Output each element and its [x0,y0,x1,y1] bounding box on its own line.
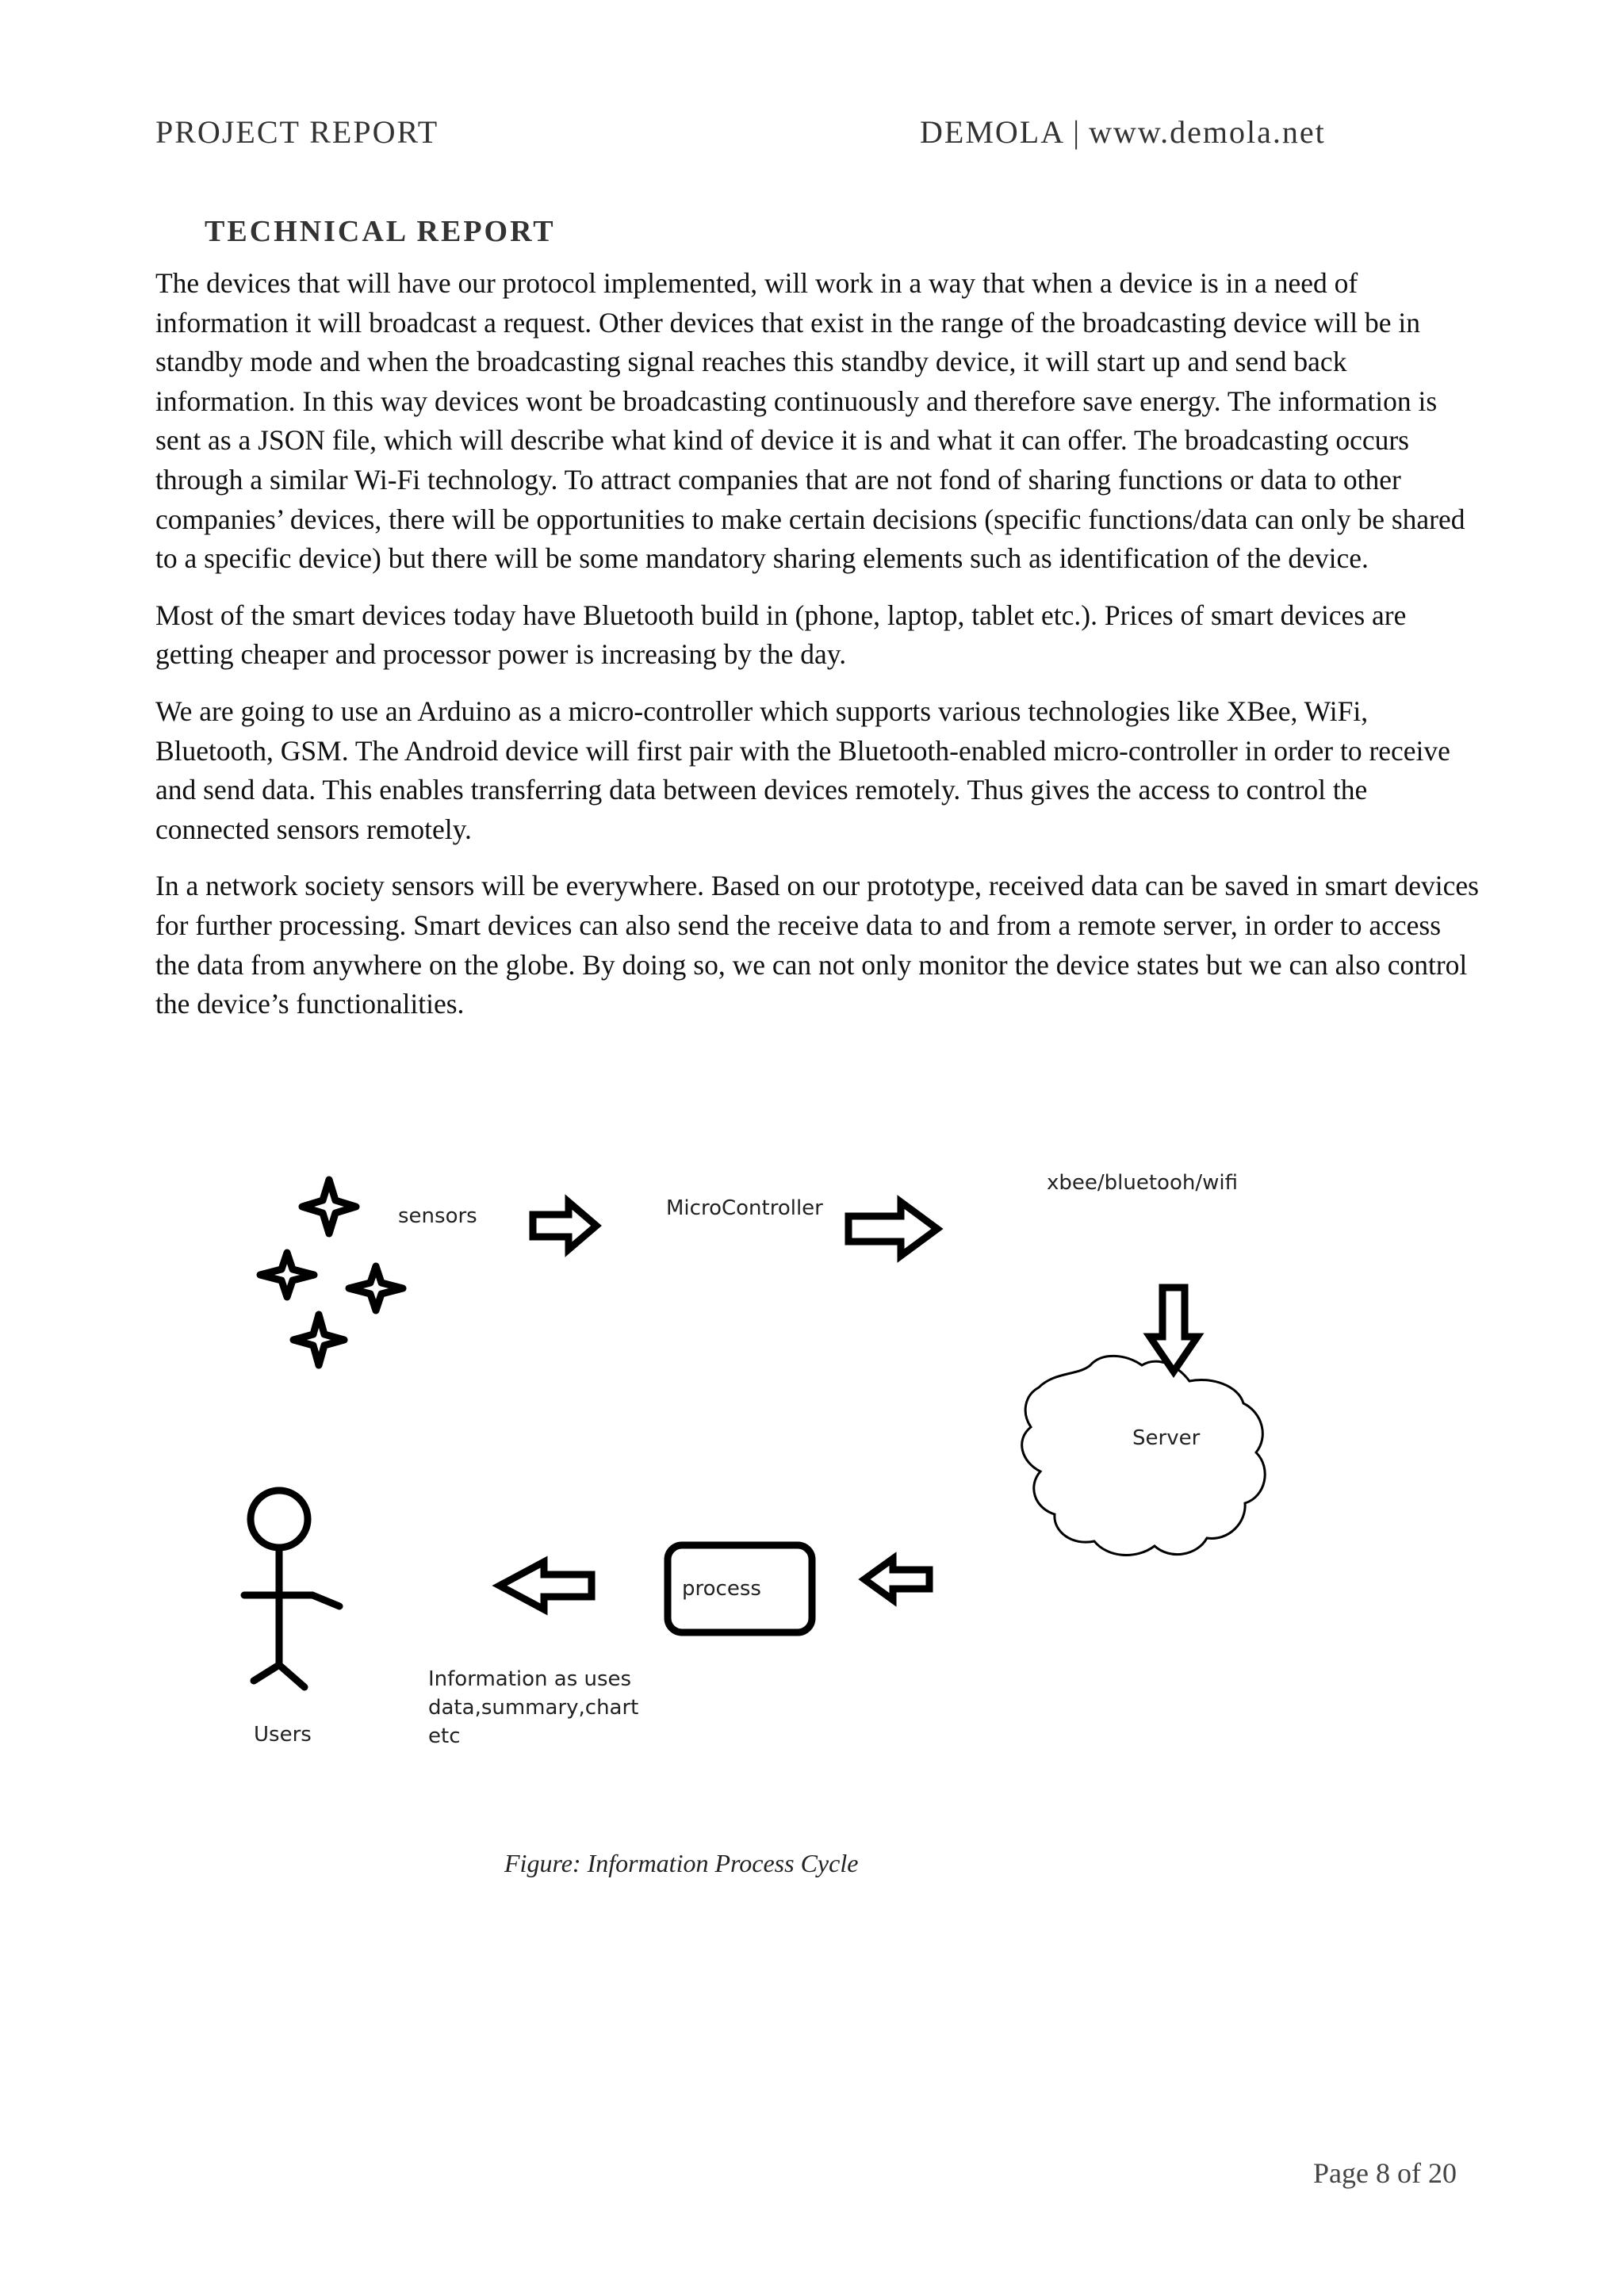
information-process-diagram [238,1158,1396,1760]
transport-label: xbee/bluetooh/wifi [1047,1171,1238,1195]
section-title: TECHNICAL REPORT [205,215,556,248]
sensors-label: sensors [398,1204,477,1228]
page-prefix: Page [1313,2157,1369,2189]
header-org-name: DEMOLA [920,114,1066,150]
arrow-right-icon [848,1202,937,1256]
page-number [1313,2156,1457,2190]
info-label-line-2: data,summary,chart [428,1696,639,1720]
server-cloud-icon [1022,1356,1266,1555]
process-label: process [682,1577,761,1601]
sensor-star-icon [260,1253,314,1297]
page-current: 8 [1375,2157,1390,2189]
header-title: PROJECT REPORT [155,114,439,150]
body-text [155,264,1480,1042]
paragraph-2: Most of the smart devices today have Bluetooth build in (phone, laptop, tablet etc.). Prices of smart devices are getting cheaper and processor power is increasing by the day. [155,599,1407,671]
server-label: Server [1132,1426,1201,1450]
users-label: Users [254,1723,312,1747]
page-of: of [1396,2157,1421,2189]
page-total: 20 [1427,2157,1457,2189]
sensor-star-icon [349,1266,403,1311]
figure-caption: Figure: Information Process Cycle [504,1849,859,1877]
info-label-line-3: etc [428,1724,461,1748]
paragraph-1: The devices that will have our protocol implemented, will work in a way that when a device is in a need of information it will broadcast a request. Other devices that exist in the range of the broadcasting device will be in standby mode and when the broadcasting signal reaches this standby device, it will start up and send back information. In this way devices wont be broadcasting continuously and therefore save energy. The information is sent as a JSON file, which will describe what kind of device it is and what it can offer. The broadcasting occurs through a similar Wi-Fi technology. To attract companies that are not fond of sharing functions or data to other companies’ devices, there will be opportunities to make certain decisions (specific functions/data can only be shared to a specific device) but there will be some mandatory sharing elements such as identification of the device. [155,267,1465,575]
arrow-left-icon [864,1559,929,1600]
arrow-left-icon [500,1562,592,1609]
arrow-right-icon [533,1202,596,1249]
sensor-star-icon [293,1314,344,1365]
paragraph-4: In a network society sensors will be everywhere. Based on our prototype, received data can be saved in smart devices for further processing. Smart devices can also send the receive data to and from a remote server, in order to access the data from anywhere on the globe. By doing so, we can not only monitor the device states but we can also control the device’s functionalities. [155,870,1479,1020]
header-url: www.demola.net [1089,114,1326,150]
sensor-star-icon [302,1180,356,1234]
paragraph-3: We are going to use an Arduino as a micro-controller which supports various technologies like XBee, WiFi, Bluetooth, GSM. The Android device will first pair with the Bluetooth-enabled micro-controller in order to receive and send data. This enables transferring data between devices remotely. Thus gives the access to control the connected sensors remotely. [155,695,1450,845]
info-label-line-1: Information as uses [428,1667,632,1691]
microcontroller-label: MicroController [666,1196,823,1220]
user-stick-figure-icon [244,1490,339,1687]
header-separator: | [1073,114,1082,150]
arrow-down-icon [1150,1288,1197,1372]
header-org [920,113,1326,151]
